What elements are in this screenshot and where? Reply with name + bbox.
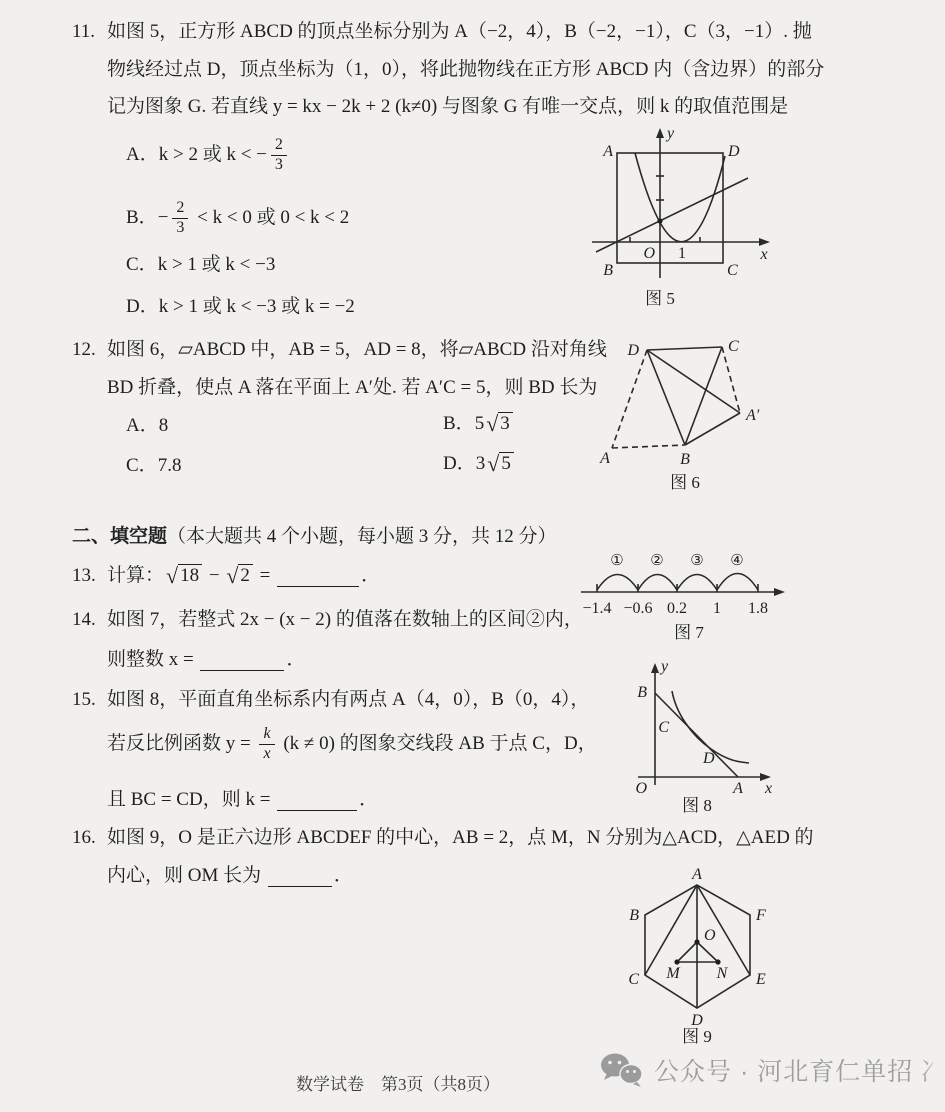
fig7-tick-label-4: 1 [713,600,721,617]
q14-answer-blank [200,652,284,671]
q12-line2 [107,376,597,401]
q16-line2 [107,864,353,889]
fig6-diagonal-db [647,350,685,445]
fig9-segment-om [677,942,697,962]
fig5-label-c: C [727,262,738,279]
q14-number: 14. [72,609,96,630]
watermark-text: 公众号 · 河北育仁单招 [654,1058,914,1086]
fig7-tick-label-5: 1.8 [748,600,768,617]
q11-option-a [126,131,291,179]
q14-line1-text: 如图 7，若整式 2x − (x − 2) 的值落在数轴上的区间②内， [107,609,583,630]
fig7-tick-label-3: 0.2 [667,600,687,617]
fig6-label-b: B [680,451,690,468]
fig5-label-one: 1 [678,245,686,262]
fig9-point-o [694,939,699,944]
q15-line1-text: 如图 8，平面直角坐标系内有两点 A（4，0），B（0，4）， [107,689,590,710]
q11-option-a-pre: k > 2 或 k < − [158,143,267,165]
q13-tail: ． [361,565,381,586]
q15-line3 [107,788,378,813]
q12-option-d [443,452,516,477]
fig9-segment-on [697,942,718,962]
fig9-label-f: F [756,907,766,924]
q11-option-c [126,253,275,278]
fig8-label-a: A [733,780,743,797]
fig9-point-n [715,959,720,964]
q12-option-b [443,412,515,437]
fraction-denominator: 3 [271,155,287,174]
q11-line1-text: 如图 5，正方形 ABCD 的顶点坐标分别为 A（−2，4），B（−2，−1），C（3，−1）. 抛 [107,21,812,42]
fig7-arc-3 [677,575,717,591]
q12-option-d-pre: 3 [475,453,486,474]
fig7-interval-2: ② [650,553,664,569]
fraction-numerator: 2 [176,199,185,217]
q12-line2-text: BD 折叠，使点 A 落在平面上 A′处. 若 A′C = 5，则 BD 长为 [107,377,598,398]
q14-line1 [72,608,583,633]
q12-line1-text: 如图 6，▱ABCD 中，AB = 5，AD = 8，将▱ABCD 沿对角线 [107,339,607,360]
fig5-label-x: x [760,246,768,263]
fig6-edge-cb [685,347,722,445]
q15-tail: ． [359,789,379,810]
q14-tail: ． [286,649,306,670]
fig7-arrow [774,588,785,596]
fig9-label-c: C [628,971,639,988]
radical [486,412,513,436]
fig7-caption: 图 7 [674,623,704,642]
fig6-label-d: D [627,342,639,359]
q12-option-a-text: 8 [158,415,169,436]
q12-option-c-label: C． [126,455,158,476]
sqrt-symbol: √ [487,451,500,477]
q11-line1 [72,20,812,45]
fig5-x-arrow [759,238,770,246]
q11-line3 [107,95,788,120]
q11-number: 11. [72,21,96,42]
fraction-denominator: x [259,744,274,763]
q15-line2 [107,722,597,766]
fig5-square-abcd [617,153,723,263]
fig5-parabola [635,153,725,242]
q11-option-c-text: k > 1 或 k < −3 [157,254,276,275]
fig8-caption: 图 8 [682,796,712,815]
fig9-label-m: M [666,965,680,982]
q15-line3-pre: 且 BC = CD，则 k = [107,789,276,810]
figure-5 [583,126,845,318]
fig5-line [596,178,748,252]
q11-line2 [107,58,824,83]
fig6-edge-dc [647,347,722,350]
fig6-label-a-prime: A′ [746,407,760,424]
q16-line1-text: 如图 9，O 是正六边形 ABCDEF 的中心，AB = 2，点 M，N 分别为△ACD，△AED 的 [107,827,814,848]
section2-header [72,525,557,550]
q11-option-d-text: k > 1 或 k < −3 或 k = −2 [158,296,355,317]
q12-option-c [126,454,181,479]
fig7-interval-4: ④ [730,553,744,569]
watermark-cut-char: 冫 [919,1058,945,1086]
q12-line1 [72,338,607,363]
radicand: 5 [499,452,514,476]
fig7-arc-4 [717,574,758,591]
fraction-numerator: k [263,725,271,743]
q13-answer-blank [277,568,359,587]
fig9-label-n: N [716,965,728,982]
radicand: 2 [238,564,253,588]
q16-line2-pre: 内心，则 OM 长为 [107,865,266,886]
fig9-label-a: A [692,866,702,883]
figure-9 [603,868,808,1046]
fig5-label-b: B [603,262,613,279]
q15-number: 15. [72,689,96,710]
radical [226,564,253,588]
fig6-caption: 图 6 [670,473,700,492]
q16-line1 [72,826,814,851]
q12-option-b-pre: 5 [474,413,485,434]
fig8-label-c: C [658,719,669,736]
fig8-y-arrow [651,663,659,673]
fig5-y-arrow [656,128,664,138]
sqrt-symbol: √ [166,563,179,589]
fig7-interval-1: ① [610,553,624,569]
section2-title: 二、填空题 [72,526,168,547]
fig8-label-d: D [703,750,715,767]
q16-answer-blank [268,868,332,887]
fig9-label-e: E [756,971,766,988]
q15-line2-post: (k ≠ 0) 的图象交线段 AB 于点 C，D， [278,732,597,754]
q13-pre: 计算： [107,565,165,586]
section2-subtitle: （本大题共 4 个小题，每小题 3 分，共 12 分） [167,526,557,547]
radical [166,564,202,588]
fraction-numerator: 2 [274,136,283,154]
footer-page-info: 数学试卷 第3页（共8页） [296,1075,500,1094]
q11-option-a-fraction [271,136,287,174]
q11-line2-text: 物线经过点 D，顶点坐标为（1，0），将此抛物线在正方形 ABCD 内（含边界）的部分 [107,59,825,80]
figure-6 [593,333,838,495]
q11-option-d-label: D． [126,296,159,317]
figure-8 [593,653,831,821]
fraction-denominator: 3 [172,218,188,237]
q11-option-b-fraction [172,199,188,237]
q12-option-a-label: A． [126,415,159,436]
q14-line2 [107,648,305,673]
q11-option-c-label: C． [126,254,158,275]
q16-number: 16. [72,827,96,848]
fig5-caption: 图 5 [645,289,675,308]
q11-option-b [126,194,349,242]
q15-line2-pre: 若反比例函数 y = [107,732,256,754]
fig6-edge-da-dashed [612,350,647,448]
fig9-point-m [674,959,679,964]
q11-option-a-label: A． [126,143,159,165]
radicand: 3 [498,412,513,436]
fig6-segment-ba-prime [685,413,740,445]
sqrt-symbol: √ [486,411,499,437]
q15-line1 [72,688,589,713]
fig5-label-y: y [667,125,675,142]
radicand: 18 [178,564,202,588]
fig5-label-a: A [603,143,613,160]
q16-tail: ． [333,865,353,886]
wechat-icon [600,1052,644,1088]
fig9-label-b: B [629,907,639,924]
fig7-interval-3: ③ [690,553,704,569]
q13-minus: − [204,565,225,586]
fig5-label-o: O [643,245,655,262]
fig8-label-x: x [765,780,773,797]
q13-number: 13. [72,565,96,586]
sqrt-symbol: √ [226,563,239,589]
q12-option-d-label: D． [443,453,476,474]
q12-option-a [126,414,168,439]
fig7-tick-label-2: −0.6 [623,600,653,617]
fig9-label-o: O [704,927,716,944]
fig5-intersection-dot [657,218,662,223]
fig8-label-b: B [637,684,647,701]
q12-number: 12. [72,339,96,360]
fig5-label-d: D [728,143,740,160]
q15-answer-blank [277,792,357,811]
fig6-edge-ab-dashed [612,445,685,448]
q15-fraction [259,725,274,763]
q11-option-d [126,295,355,320]
fig7-arc-2 [638,575,677,591]
q11-option-b-post: < k < 0 或 0 < k < 2 [192,206,350,228]
footer-watermark [600,1052,945,1088]
q14-line2-pre: 则整数 x = [107,649,199,670]
q11-option-b-label: B． [126,206,158,228]
fig8-label-y: y [661,658,669,675]
q13-line [72,564,380,589]
fig7-arc-1 [597,575,638,591]
fig6-label-a: A [600,450,610,467]
q11-line3-text: 记为图象 G. 若直线 y = kx − 2k + 2 (k≠0) 与图象 G 有唯一交点，则 k 的取值范围是 [107,96,789,117]
q13-equals: = [254,565,276,586]
figure-7 [573,543,861,648]
q11-option-b-pre: − [157,206,169,228]
fig7-tick-label-1: −1.4 [582,600,612,617]
fig9-caption: 图 9 [682,1027,712,1046]
q12-option-b-label: B． [443,413,475,434]
fig8-label-o: O [635,780,647,797]
fig9-label-d: D [691,1012,703,1029]
q12-option-c-text: 7.8 [157,455,182,476]
radical [487,452,514,476]
fig6-label-c: C [728,338,739,355]
